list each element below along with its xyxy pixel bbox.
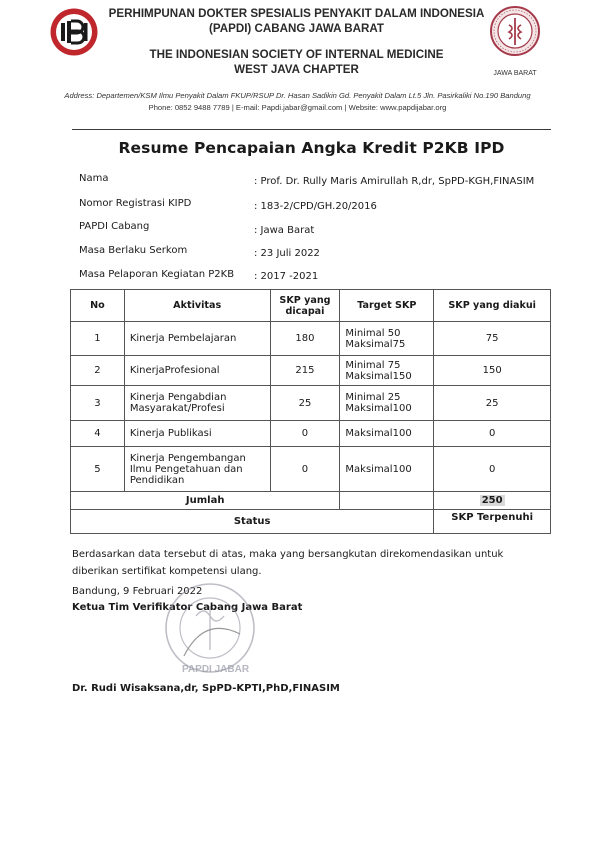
table-row: [71, 421, 551, 447]
cell-no: 2: [71, 356, 125, 386]
cell-target: Maksimal100: [340, 447, 434, 492]
cell-skp-dicapai: 0: [270, 447, 340, 492]
verifier-name: Dr. Rudi Wisaksana,dr, SpPD-KPTI,PhD,FINASIM: [72, 683, 340, 694]
verifier-role: Ketua Tim Verifikator Cabang Jawa Barat: [72, 602, 303, 613]
cell-target: Minimal 75 Maksimal150: [340, 356, 434, 386]
document-title: Resume Pencapaian Angka Kredit P2KB IPD: [118, 139, 505, 157]
header-divider: [72, 129, 551, 130]
field-label-papdi-cabang: PAPDI Cabang: [79, 221, 150, 232]
cell-target: Maksimal100: [340, 421, 434, 447]
jawa-barat-logo: [489, 5, 541, 67]
cell-no: 3: [71, 386, 125, 421]
field-label-masa-berlaku: Masa Berlaku Serkom: [79, 245, 188, 256]
status-value: SKP Terpenuhi: [434, 510, 551, 534]
jumlah-value: [434, 492, 551, 510]
field-label-nama: Nama: [79, 173, 109, 184]
org-name-line3: THE INDONESIAN SOCIETY OF INTERNAL MEDICINE: [149, 48, 444, 61]
field-value-nomor-registrasi: : 183-2/CPD/GH.20/2016: [254, 201, 377, 212]
cell-aktivitas: KinerjaProfesional: [124, 356, 270, 386]
cell-aktivitas: Kinerja Pembelajaran: [124, 322, 270, 356]
org-name-line1: PERHIMPUNAN DOKTER SPESIALIS PENYAKIT DALAM INDONESIA: [108, 7, 485, 20]
field-value-masa-pelaporan: : 2017 -2021: [254, 271, 319, 282]
sign-place-date: Bandung, 9 Februari 2022: [72, 586, 203, 597]
cell-skp-diakui: 0: [434, 447, 551, 492]
cell-no: 1: [71, 322, 125, 356]
status-row: [71, 510, 551, 534]
table-row: [71, 356, 551, 386]
jumlah-value-highlight: 250: [481, 495, 503, 506]
field-value-masa-berlaku: : 23 Juli 2022: [254, 248, 320, 259]
cell-skp-dicapai: 215: [270, 356, 340, 386]
table-row: [71, 322, 551, 356]
jumlah-empty-cell: [340, 492, 434, 510]
table-header-row: [71, 290, 551, 322]
cell-skp-dicapai: 0: [270, 421, 340, 447]
cell-aktivitas: Kinerja Pengabdian Masyarakat/Profesi: [124, 386, 270, 421]
org-name-line2: (PAPDI) CABANG JAWA BARAT: [209, 22, 384, 35]
field-value-papdi-cabang: : Jawa Barat: [254, 225, 315, 236]
recommendation-text: Berdasarkan data tersebut di atas, maka yang bersangkutan direkomendasikan untuk diberikan sertifikat kompetensi ulang.: [72, 549, 504, 577]
cell-skp-dicapai: 25: [270, 386, 340, 421]
col-header-aktivitas: Aktivitas: [124, 290, 270, 322]
address-line: Address: Departemen/KSM Ilmu Penyakit Dalam FKUP/RSUP Dr. Hasan Sadikin Gd. Penyakit Dalam Lt.5 Jln. Pasirkaliki No.190 Bandung: [64, 91, 531, 100]
cell-skp-dicapai: 180: [270, 322, 340, 356]
org-name-line4: WEST JAVA CHAPTER: [234, 63, 359, 76]
cell-skp-diakui: 25: [434, 386, 551, 421]
field-label-nomor-registrasi: Nomor Registrasi KIPD: [79, 198, 192, 209]
jumlah-label: Jumlah: [71, 492, 340, 510]
col-header-no: No: [71, 290, 125, 322]
table-row: [71, 386, 551, 421]
cell-aktivitas: Kinerja Publikasi: [124, 421, 270, 447]
col-header-skp-diakui: SKP yang diakui: [434, 290, 551, 322]
cell-target: Minimal 50 Maksimal75: [340, 322, 434, 356]
table-row: [71, 447, 551, 492]
credit-table: [70, 289, 551, 534]
col-header-skp-dicapai: SKP yang dicapai: [270, 290, 340, 322]
cell-skp-diakui: 75: [434, 322, 551, 356]
field-value-nama: : Prof. Dr. Rully Maris Amirullah R,dr, SpPD-KGH,FINASIM: [254, 176, 535, 187]
contact-line: Phone: 0852 9488 7789 | E-mail: Papdi.jabar@gmail.com | Website: www.papdijabar.org: [148, 103, 447, 112]
jawa-barat-caption: JAWA BARAT: [493, 70, 537, 77]
cell-no: 4: [71, 421, 125, 447]
stamp-caption: PAPDI JABAR: [182, 664, 250, 675]
field-label-masa-pelaporan: Masa Pelaporan Kegiatan P2KB: [79, 269, 235, 280]
cell-skp-diakui: 150: [434, 356, 551, 386]
status-label: Status: [71, 510, 434, 534]
cell-target: Minimal 25 Maksimal100: [340, 386, 434, 421]
col-header-target: Target SKP: [340, 290, 434, 322]
jumlah-row: [71, 492, 551, 510]
cell-no: 5: [71, 447, 125, 492]
cell-skp-diakui: 0: [434, 421, 551, 447]
papdi-logo: [49, 7, 99, 57]
cell-aktivitas: Kinerja Pengembangan Ilmu Pengetahuan dan Pendidikan: [124, 447, 270, 492]
